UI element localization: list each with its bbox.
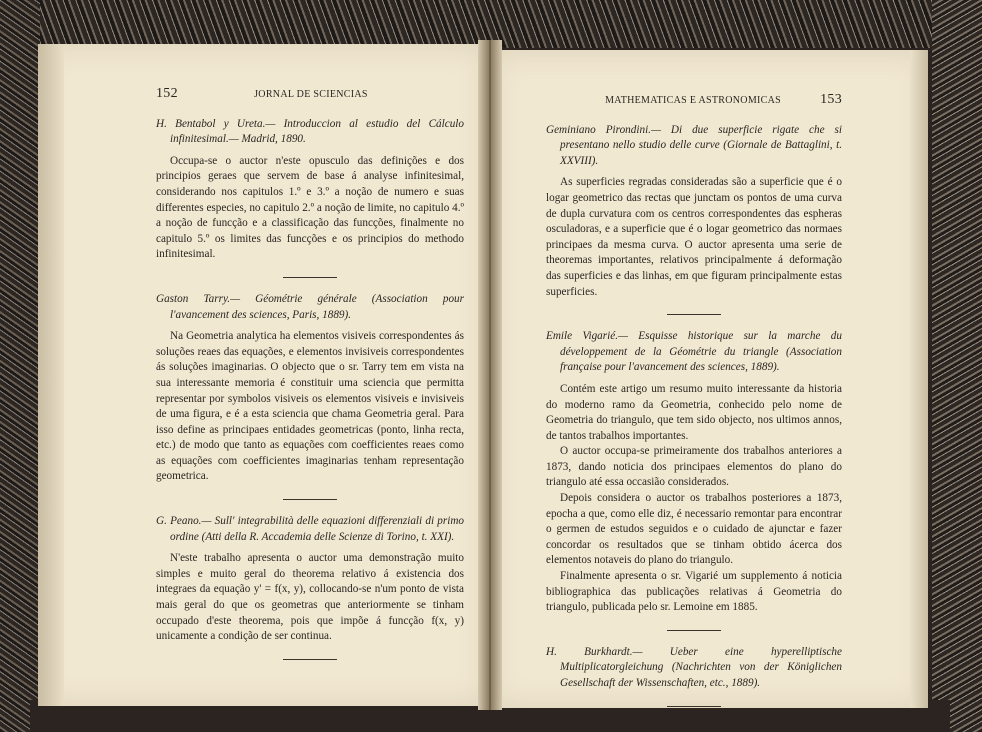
right-running-title: MATHEMATICAS E ASTRONOMICAS bbox=[605, 95, 781, 106]
left-page-edge bbox=[38, 44, 64, 706]
left-page-content bbox=[156, 86, 464, 674]
entry-body: N'este trabalho apresenta o auctor uma demonstração muito simples e muito geral do theorema relativo á existencia dos integraes da equação y' = f(x, y), collocando-se n'um ponto de vista mais geral do que os geometras que anteriormente se tinham occupado d'este theorema, pois que impõe á funcção f(x, y) unicamente a condição de ser continua. bbox=[156, 552, 464, 643]
left-running-head bbox=[156, 86, 464, 103]
entry-paragraph: Depois considera o auctor os trabalhos posteriores a 1873, epocha a que, como elle diz, é necessario remontar para encontrar o germen de estudos seguidos e o cuidado de ajunctar e fazer concordar os resultados que se tinham obtido ácerca dos elementos notaveis do plano do triangulo. bbox=[546, 492, 842, 567]
book-gutter bbox=[478, 40, 502, 710]
right-page-number: 153 bbox=[820, 92, 842, 107]
entry-body: As superficies regradas consideradas são a superficie que é o logar geometrico das rectas que junctam os pontos de uma curva de dupla curvatura com os centros correspondentes das espheras osculadoras, e a superficie que é o logar geometrico das normaes principaes da mesma curva. O auctor apresenta uma serie de theoremas importantes, relativos principalmente á deformação das superficies e das linhas, em que figuram principalmente estas superficies. bbox=[546, 176, 842, 298]
right-page-content bbox=[546, 92, 842, 721]
left-running-title: JORNAL DE SCIENCIAS bbox=[254, 89, 368, 100]
separator-rule bbox=[667, 706, 721, 707]
entry-paragraph: O auctor occupa-se primeiramente dos trabalhos anteriores a 1873, dando noticia dos principaes elementos do plano do triangulo até essa occasião considerados. bbox=[546, 445, 842, 489]
entry-body: Na Geometria analytica ha elementos visiveis correspondentes ás soluções reaes das equações, e elementos invisiveis correspondentes ás soluções imaginarias. O objecto que o sr. Tarry tem em vista na sua interessante memoria é constituir uma sciencia que permitta representar por symbolos visiveis os elementos visiveis e invisiveis de uma figura, e é a esta sciencia que chama Geometria geral. Para isso define as principaes entidades geometricas (ponto, linha recta, etc.) de modo que tanto as equações com coefficientes reaes como as equações com coefficientes imaginarias tenham representação geometrica. bbox=[156, 330, 464, 483]
entry-reference: Gaston Tarry.— Géométrie générale (Association pour l'avancement des sciences, Paris, 1889). bbox=[156, 292, 464, 321]
entry-reference: H. Bentabol y Ureta.— Introduccion al estudio del Cálculo infinitesimal.— Madrid, 1890. bbox=[156, 117, 464, 146]
separator-rule bbox=[283, 277, 337, 278]
separator-rule bbox=[283, 659, 337, 660]
entry-body: Occupa-se o auctor n'este opusculo das definições e dos principios geraes que servem de base á analyse infinitesimal, considerando nos capitulos 1.º e 3.º a noção de numero e suas differentes especies, no capitulo 2.º a noção de limite, no capitulo 4.º a noção de funcção e a classificação das funcções, finalmente no capitulo 5.º os limites das funcções e os principios do methodo infinitesimal. bbox=[156, 154, 464, 261]
entry-paragraph: Contém este artigo um resumo muito interessante da historia do moderno ramo da Geometria, conhecido pelo nome de Geometria do triangulo, que tem sido objecto, nos ultimos annos, de tantos trabalhos importantes. bbox=[546, 382, 842, 442]
entry-paragraph: Finalmente apresenta o sr. Vigarié um supplemento á noticia bibliographica das publicações relativas á Geometria do triangulo, publicada pelo sr. Lemoine em 1885. bbox=[546, 570, 842, 614]
entry-reference: Geminiano Pirondini.— Di due superficie rigate che si presentano nello studio delle curve (Giornale de Battaglini, t. XXVIII). bbox=[546, 123, 842, 167]
marbled-cover-left bbox=[0, 0, 40, 732]
right-running-head bbox=[546, 92, 842, 109]
separator-rule bbox=[283, 499, 337, 500]
right-page-edge bbox=[910, 50, 928, 708]
marbled-cover-right bbox=[932, 0, 982, 732]
entry-reference: G. Peano.— Sull' integrabilità delle equazioni differenziali di primo ordine (Atti della R. Accademia delle Scienze di Torino, t. XXI). bbox=[156, 515, 464, 543]
entry-reference: Emile Vigarié.— Esquisse historique sur la marche du développement de la Géométrie du triangle (Association française pour l'avancement des sciences, 1889). bbox=[546, 330, 842, 374]
entry-reference: H. Burkhardt.— Ueber eine hyperelliptische Multiplicatorgleichung (Nachrichten von der Königlichen Gesellschaft der Wissenschaften, etc., 1889). bbox=[546, 645, 842, 689]
left-page-number: 152 bbox=[156, 86, 178, 101]
separator-rule bbox=[667, 314, 721, 315]
separator-rule bbox=[667, 630, 721, 631]
